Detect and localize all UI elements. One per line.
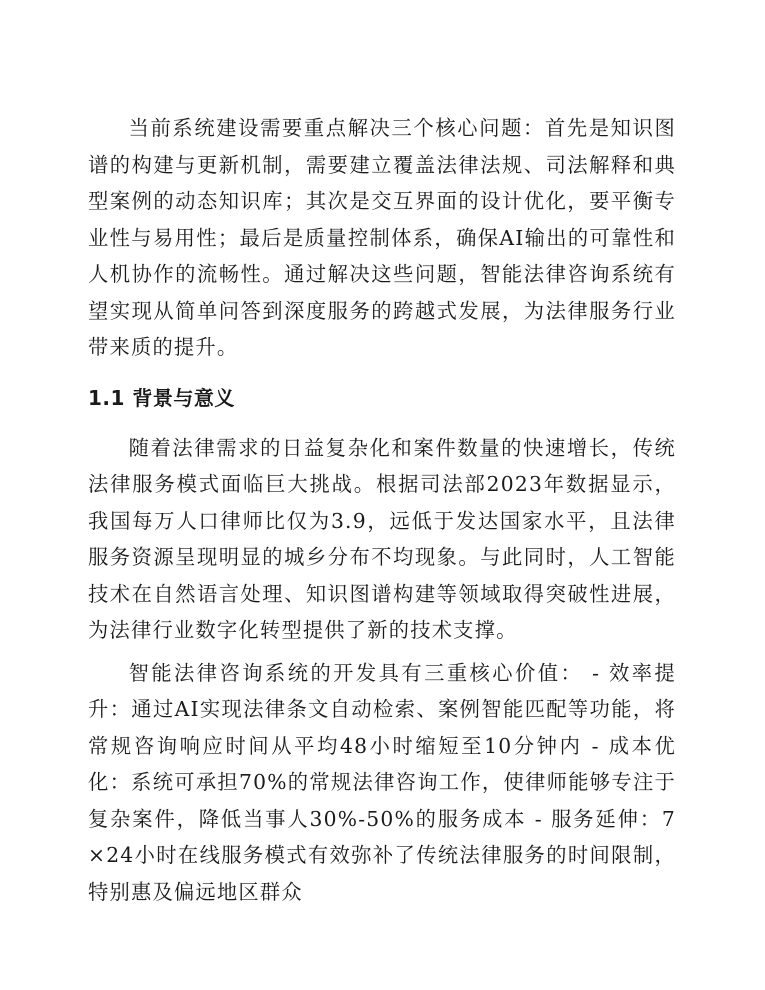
- intro-paragraph: 当前系统建设需要重点解决三个核心问题：首先是知识图谱的构建与更新机制，需要建立覆盖法律法规、司法解释和典型案例的动态知识库；其次是交互界面的设计优化，要平衡专业性与易用性；最后是质量控制体系，确保AI输出的可靠性和人机协作的流畅性。通过解决这些问题，智能法律咨询系统有望实现从简单问答到深度服务的跨越式发展，为法律服务行业带来质的提升。: [88, 116, 676, 359]
- document-page: [88, 110, 676, 910]
- value-paragraph: 智能法律咨询系统的开发具有三重核心价值： - 效率提升：通过AI实现法律条文自动检索、案例智能匹配等功能，将常规咨询响应时间从平均48小时缩短至10分钟内 - 成本优化：系统可承担70%的常规法律咨询工作，使律师能够专注于复杂案件，降低当事人30%-50%的服务成本 - 服务延伸：7×24小时在线服务模式有效弥补了传统法律服务的时间限制，特别惠及偏远地区群众: [88, 660, 676, 904]
- section-heading: 1.1 背景与意义: [88, 385, 235, 410]
- background-paragraph: 随着法律需求的日益复杂化和案件数量的快速增长，传统法律服务模式面临巨大挑战。根据司法部2023年数据显示，我国每万人口律师比仅为3.9，远低于发达国家水平，且法律服务资源呈现明显的城乡分布不均现象。与此同时，人工智能技术在自然语言处理、知识图谱构建等领域取得突破性进展，为法律行业数字化转型提供了新的技术支撑。: [88, 435, 676, 642]
